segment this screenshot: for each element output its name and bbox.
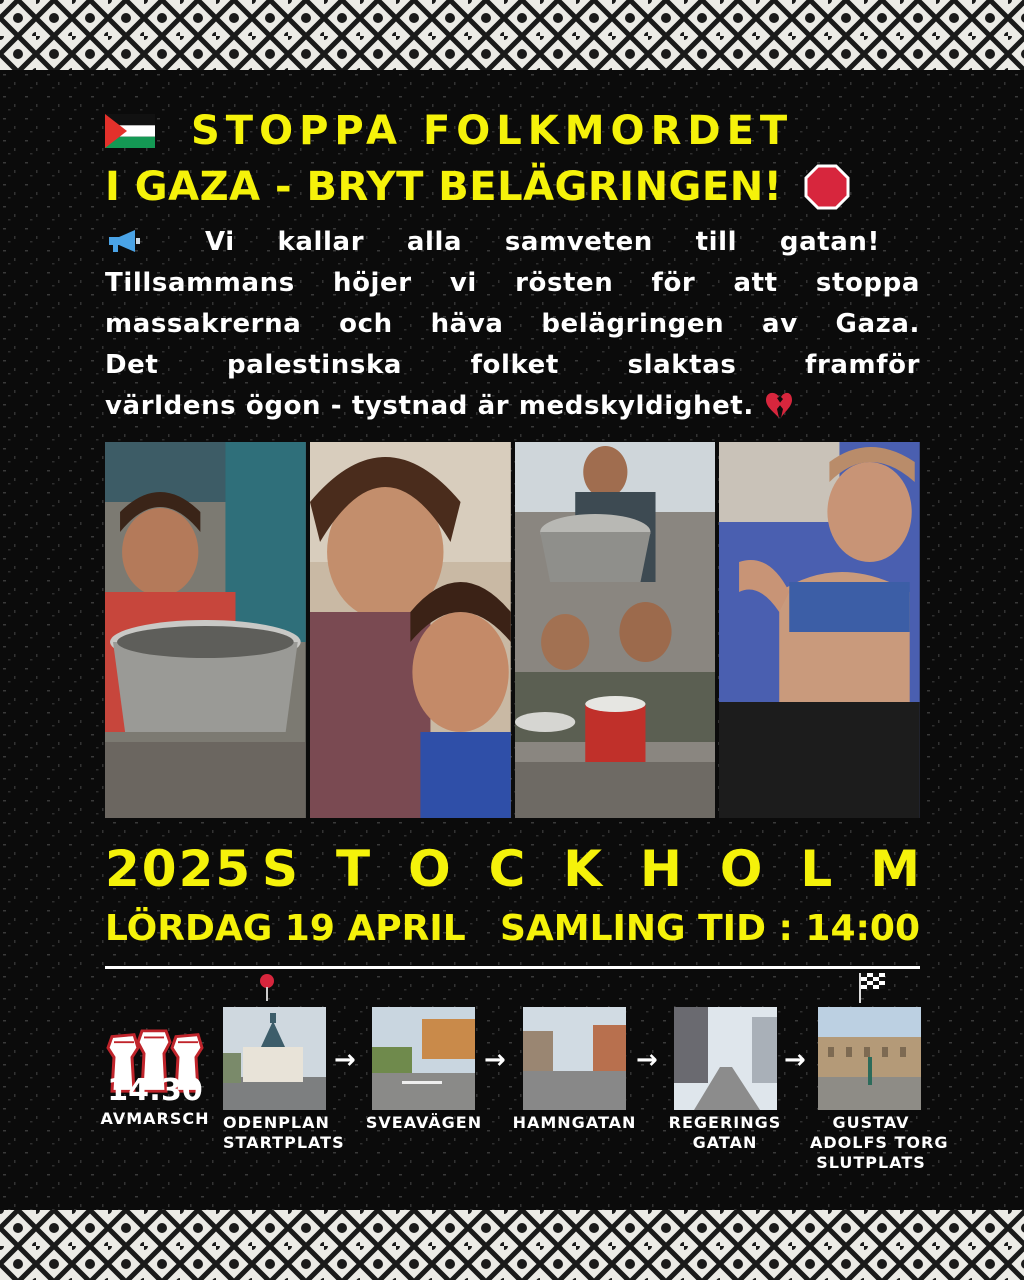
photo-girl-with-pot — [105, 442, 306, 818]
stop-image-hamngatan — [523, 1007, 626, 1110]
photo-crying-children — [310, 442, 511, 818]
stop-image-sveavagen — [372, 1007, 475, 1110]
message-line-3: massakrerna och häva belägringen av Gaza. — [105, 309, 920, 339]
stop-sign-icon — [804, 164, 850, 210]
arrow-3: → — [636, 1045, 658, 1075]
headline-line-2 — [105, 164, 920, 210]
stop-image-regeringsgatan — [674, 1007, 777, 1110]
keffiyeh-border-top — [0, 0, 1024, 70]
headline-text-1: STOPPA FOLKMORDET — [191, 108, 794, 154]
arrow-2: → — [484, 1045, 506, 1075]
megaphone-icon — [105, 229, 145, 253]
arrow-4: → — [784, 1045, 806, 1075]
stop-label-gustav-adolfs-torg: GUSTAV ADOLFS TORG SLUTPLATS — [810, 1113, 949, 1172]
message-line-5: världens ögon - tystnad är medskyldighet. — [105, 386, 920, 427]
keffiyeh-border-bottom — [0, 1210, 1024, 1280]
photo-strip — [105, 442, 920, 818]
departure-label: AVMARSCH — [100, 1109, 210, 1128]
message-line-1: Vi kallar alla samveten till gatan! — [105, 222, 920, 263]
headline-text-2: I GAZA - BRYT BELÄGRINGEN! — [105, 164, 783, 210]
message-line-4: Det palestinska folket slaktas framför — [105, 350, 920, 380]
stop-label-odenplan: ODENPLAN STARTPLATS — [223, 1113, 345, 1152]
headline-line-1 — [105, 108, 920, 154]
photo-malnourished-child — [719, 442, 920, 818]
stop-label-regeringsgatan: REGERINGS GATAN — [668, 1113, 782, 1152]
event-gathering-time: SAMLING TID : 14:00 — [499, 908, 920, 949]
stop-label-sveavagen: SVEAVÄGEN — [365, 1113, 483, 1132]
march-route — [100, 975, 949, 1185]
broken-heart-icon — [764, 391, 794, 419]
event-date: LÖRDAG 19 APRIL — [105, 908, 466, 949]
event-city: STOCKHOLM — [261, 840, 958, 898]
divider — [105, 966, 920, 969]
event-year: 2025 — [105, 840, 253, 898]
map-pin-icon — [258, 973, 276, 1001]
stop-image-odenplan — [223, 1007, 326, 1110]
palestine-flag-icon — [105, 114, 155, 148]
stop-label-hamngatan: HAMNGATAN — [512, 1113, 637, 1132]
date-line — [105, 908, 920, 949]
arrow-1: → — [334, 1045, 356, 1075]
photo-children-food-line — [515, 442, 716, 818]
message-block — [105, 222, 920, 427]
message-line-2: Tillsammans höjer vi rösten för att stoppa — [105, 268, 920, 298]
city-line — [105, 840, 958, 898]
checkered-flag-icon — [857, 971, 887, 1003]
departure-time: 14:30 — [107, 1073, 203, 1108]
stop-image-gustav-adolfs-torg — [818, 1007, 921, 1110]
